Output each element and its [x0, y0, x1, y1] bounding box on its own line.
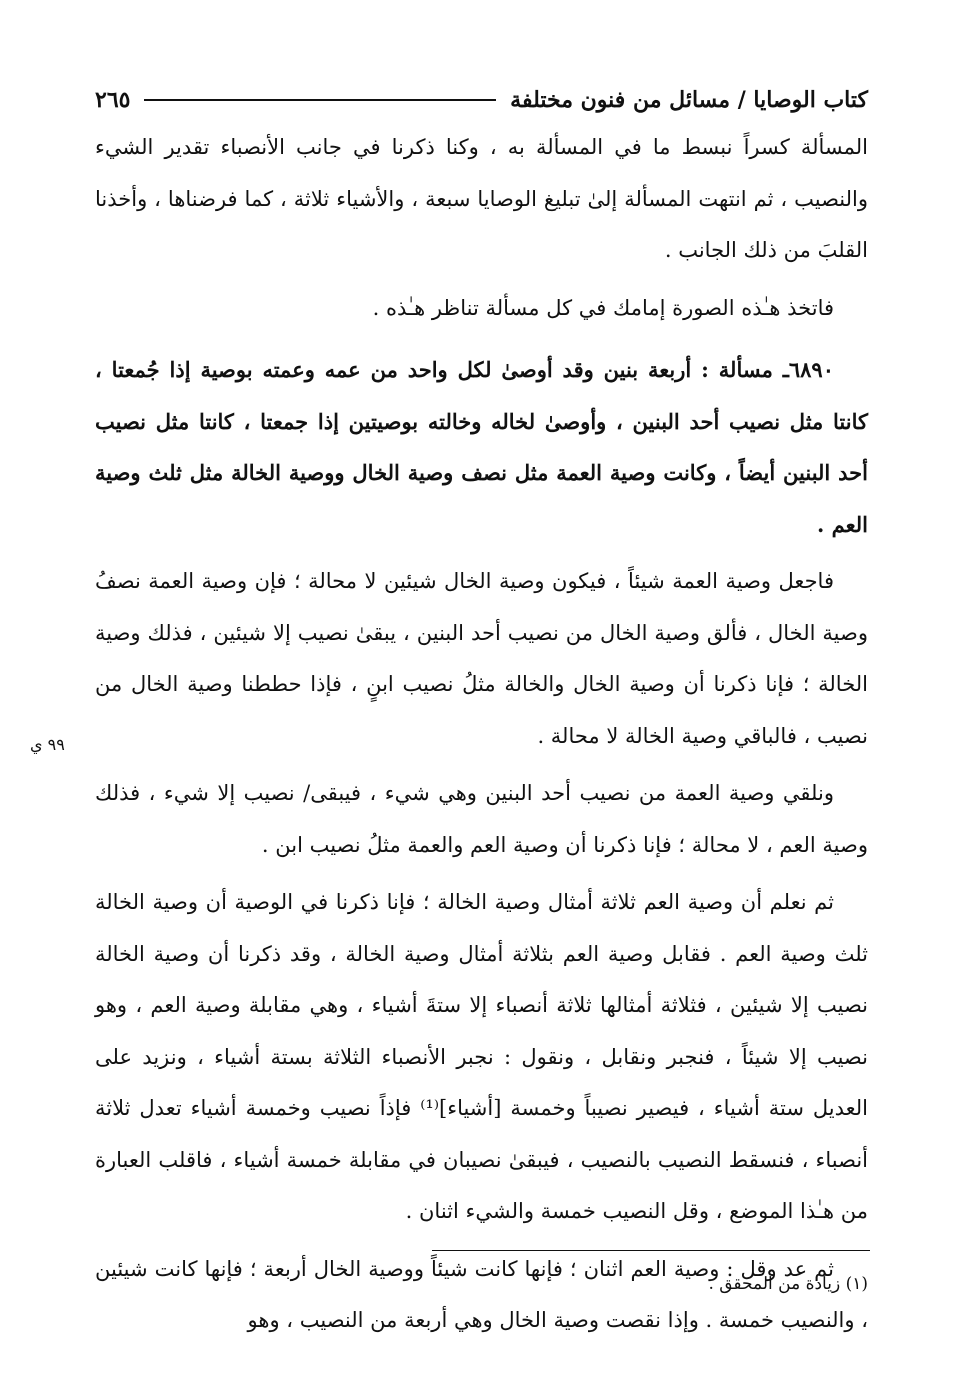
paragraph: فاجعل وصية العمة شيئاً ، فيكون وصية الخال شيئين لا محالة ؛ فإن وصية العمة نصفُ وصية الخال ، فألق وصية الخال من نصيب أحد البنين ، يبقىٰ نصيب إلا شيئين ، فذلك وصية الخالة ؛ فإنا ذكرنا أن وصية الخال والخالة مثلُ نصيب ابنٍ ، فإذا حططنا وصية الخال من نصيب ، فالباقي وصية الخالة لا محالة . — [95, 569, 868, 748]
footnote: (١) زيادة من المحقق . — [708, 1274, 868, 1294]
footnote-rule — [432, 1250, 870, 1251]
issue-heading-paragraph: ٦٨٩٠ـ مسألة : أربعة بنين وقد أوصىٰ لكل واحد من عمه وعمته بوصية إذا جُمعتا ، كانتا مثل نصيب أحد البنين ، وأوصىٰ لخاله وخالته بوصيتين إذا جمعتا ، كانتا مثل نصيب أحد البنين أيضاً ، وكانت وصية العمة مثل نصف وصية الخال ووصية الخالة مثل ثلث وصية العم . — [95, 357, 868, 537]
header-rule — [144, 99, 496, 101]
running-title: كتاب الوصايا / مسائل من فنون مختلفة — [510, 87, 868, 113]
body-text — [95, 122, 868, 1347]
margin-folio-note: ٩٩ ي — [30, 735, 65, 754]
paragraph: ثم عد وقل : وصية العم اثنان ؛ فإنها كانت شيئاً ووصية الخال أربعة ؛ فإنها كانت شيئين ، والنصيب خمسة . وإذا نقصت وصية الخال وهي أربعة من النصيب ، وهو — [95, 1256, 868, 1332]
page-number: ٢٦٥ — [95, 87, 131, 113]
paragraph: ثم نعلم أن وصية العم ثلاثة أمثال وصية الخالة ؛ فإنا ذكرنا في الوصية أن وصية الخالة ثلث وصية العم . فقابل وصية العم بثلاثة أمثال وصية الخالة ، وقد ذكرنا أن وصية الخالة نصيب إلا شيئين ، فثلاثة أمثالها ثلاثة أنصباء إلا ستةَ أشياء ، وهي مقابلة وصية العم ، وهو نصيب إلا شيئاً ، فنجبر ونقابل ، ونقول : نجبر الأنصباء الثلاثة بستة أشياء ، ونزيد على العديل ستة أشياء ، فيصير نصيباً وخمسة [أشياء]⁽¹⁾ فإذاً نصيب وخمسة أشياء تعدل ثلاثة أنصباء ، فنسقط النصيب بالنصيب ، فيبقىٰ نصيبان في مقابلة خمسة أشياء ، فاقلب العبارة من هـٰذا الموضع ، وقل النصيب خمسة والشيء اثنان . — [95, 890, 868, 1223]
page-header — [95, 80, 868, 120]
paragraph: فاتخذ هـٰذه الصورة إمامك في كل مسألة تناظر هـٰذه . — [372, 295, 834, 320]
paragraph: المسألة كسراً نبسط ما في المسألة به ، وكنا ذكرنا في جانب الأنصباء تقدير الشيء والنصيب ، ثم انتهت المسألة إلىٰ تبليغ الوصايا سبعة ، والأشياء ثلاثة ، كما فرضناها ، وأخذنا القلبَ من ذلك الجانب . — [95, 135, 868, 262]
paragraph: ونلقي وصية العمة من نصيب أحد البنين وهي شيء ، فيبقى/ نصيب إلا شيء ، فذلك وصية العم ، لا محالة ؛ فإنا ذكرنا أن وصية العم والعمة مثلُ نصيب ابن . — [95, 781, 868, 857]
